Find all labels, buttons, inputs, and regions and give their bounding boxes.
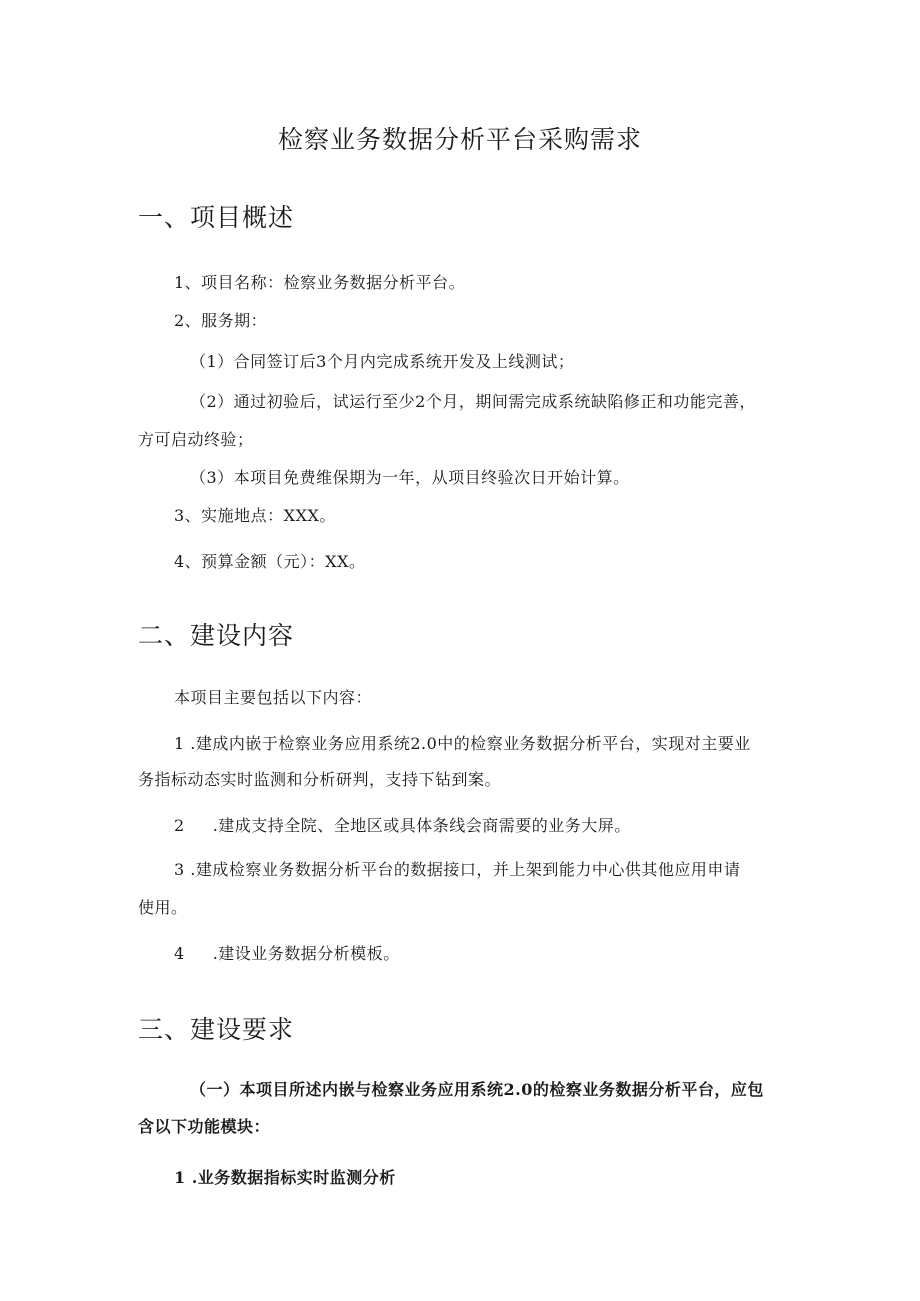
- document-title: 检察业务数据分析平台采购需求: [277, 125, 642, 154]
- item-location: 3、实施地点：XXX。: [174, 506, 336, 525]
- section-3-heading: 三、建设要求: [138, 1015, 295, 1044]
- construction-item-2: [174, 813, 631, 836]
- construction-item-4-text: .建设业务数据分析模板。: [212, 944, 400, 963]
- construction-item-1-line-1: 1 .建成内嵌于检察业务应用系统2.0中的检察业务数据分析平台，实现对主要业: [174, 734, 751, 753]
- requirement-1-line-1: （一）本项目所述内嵌与检察业务应用系统2.0的检察业务数据分析平台，应包: [190, 1080, 764, 1099]
- section-1-heading: 一、项目概述: [138, 203, 295, 232]
- service-period-sub-2-line-2: 方可启动终验；: [138, 430, 254, 449]
- item-project-name: 1、项目名称：检察业务数据分析平台。: [174, 273, 466, 292]
- requirement-1-line-2: 含以下功能模块：: [138, 1117, 271, 1136]
- service-period-sub-2-line-1: （2）通过初验后，试运行至少2个月，期间需完成系统缺陷修正和功能完善，: [190, 392, 756, 411]
- construction-item-1-line-2: 务指标动态实时监测和分析研判，支持下钻到案。: [138, 770, 502, 789]
- construction-intro: 本项目主要包括以下内容：: [174, 688, 373, 707]
- construction-item-2-text: .建成支持全院、全地区或具体条线会商需要的业务大屏。: [212, 816, 631, 835]
- construction-item-2-number: 2: [174, 816, 185, 835]
- construction-item-3-line-2: 使用。: [138, 898, 188, 917]
- construction-item-4-number: 4: [174, 944, 185, 963]
- requirement-sub-heading-1: 1 .业务数据指标实时监测分析: [174, 1168, 396, 1187]
- item-budget: 4、预算金额（元）：XX。: [174, 552, 366, 571]
- construction-item-3-line-1: 3 .建成检察业务数据分析平台的数据接口，并上架到能力中心供其他应用申请: [174, 860, 741, 879]
- service-period-sub-3: （3）本项目免费维保期为一年，从项目终验次日开始计算。: [190, 468, 630, 487]
- construction-item-4: [174, 941, 400, 964]
- section-2-heading: 二、建设内容: [138, 621, 295, 650]
- item-service-period: 2、服务期：: [174, 311, 268, 330]
- service-period-sub-1: （1）合同签订后3个月内完成系统开发及上线测试；: [190, 352, 575, 371]
